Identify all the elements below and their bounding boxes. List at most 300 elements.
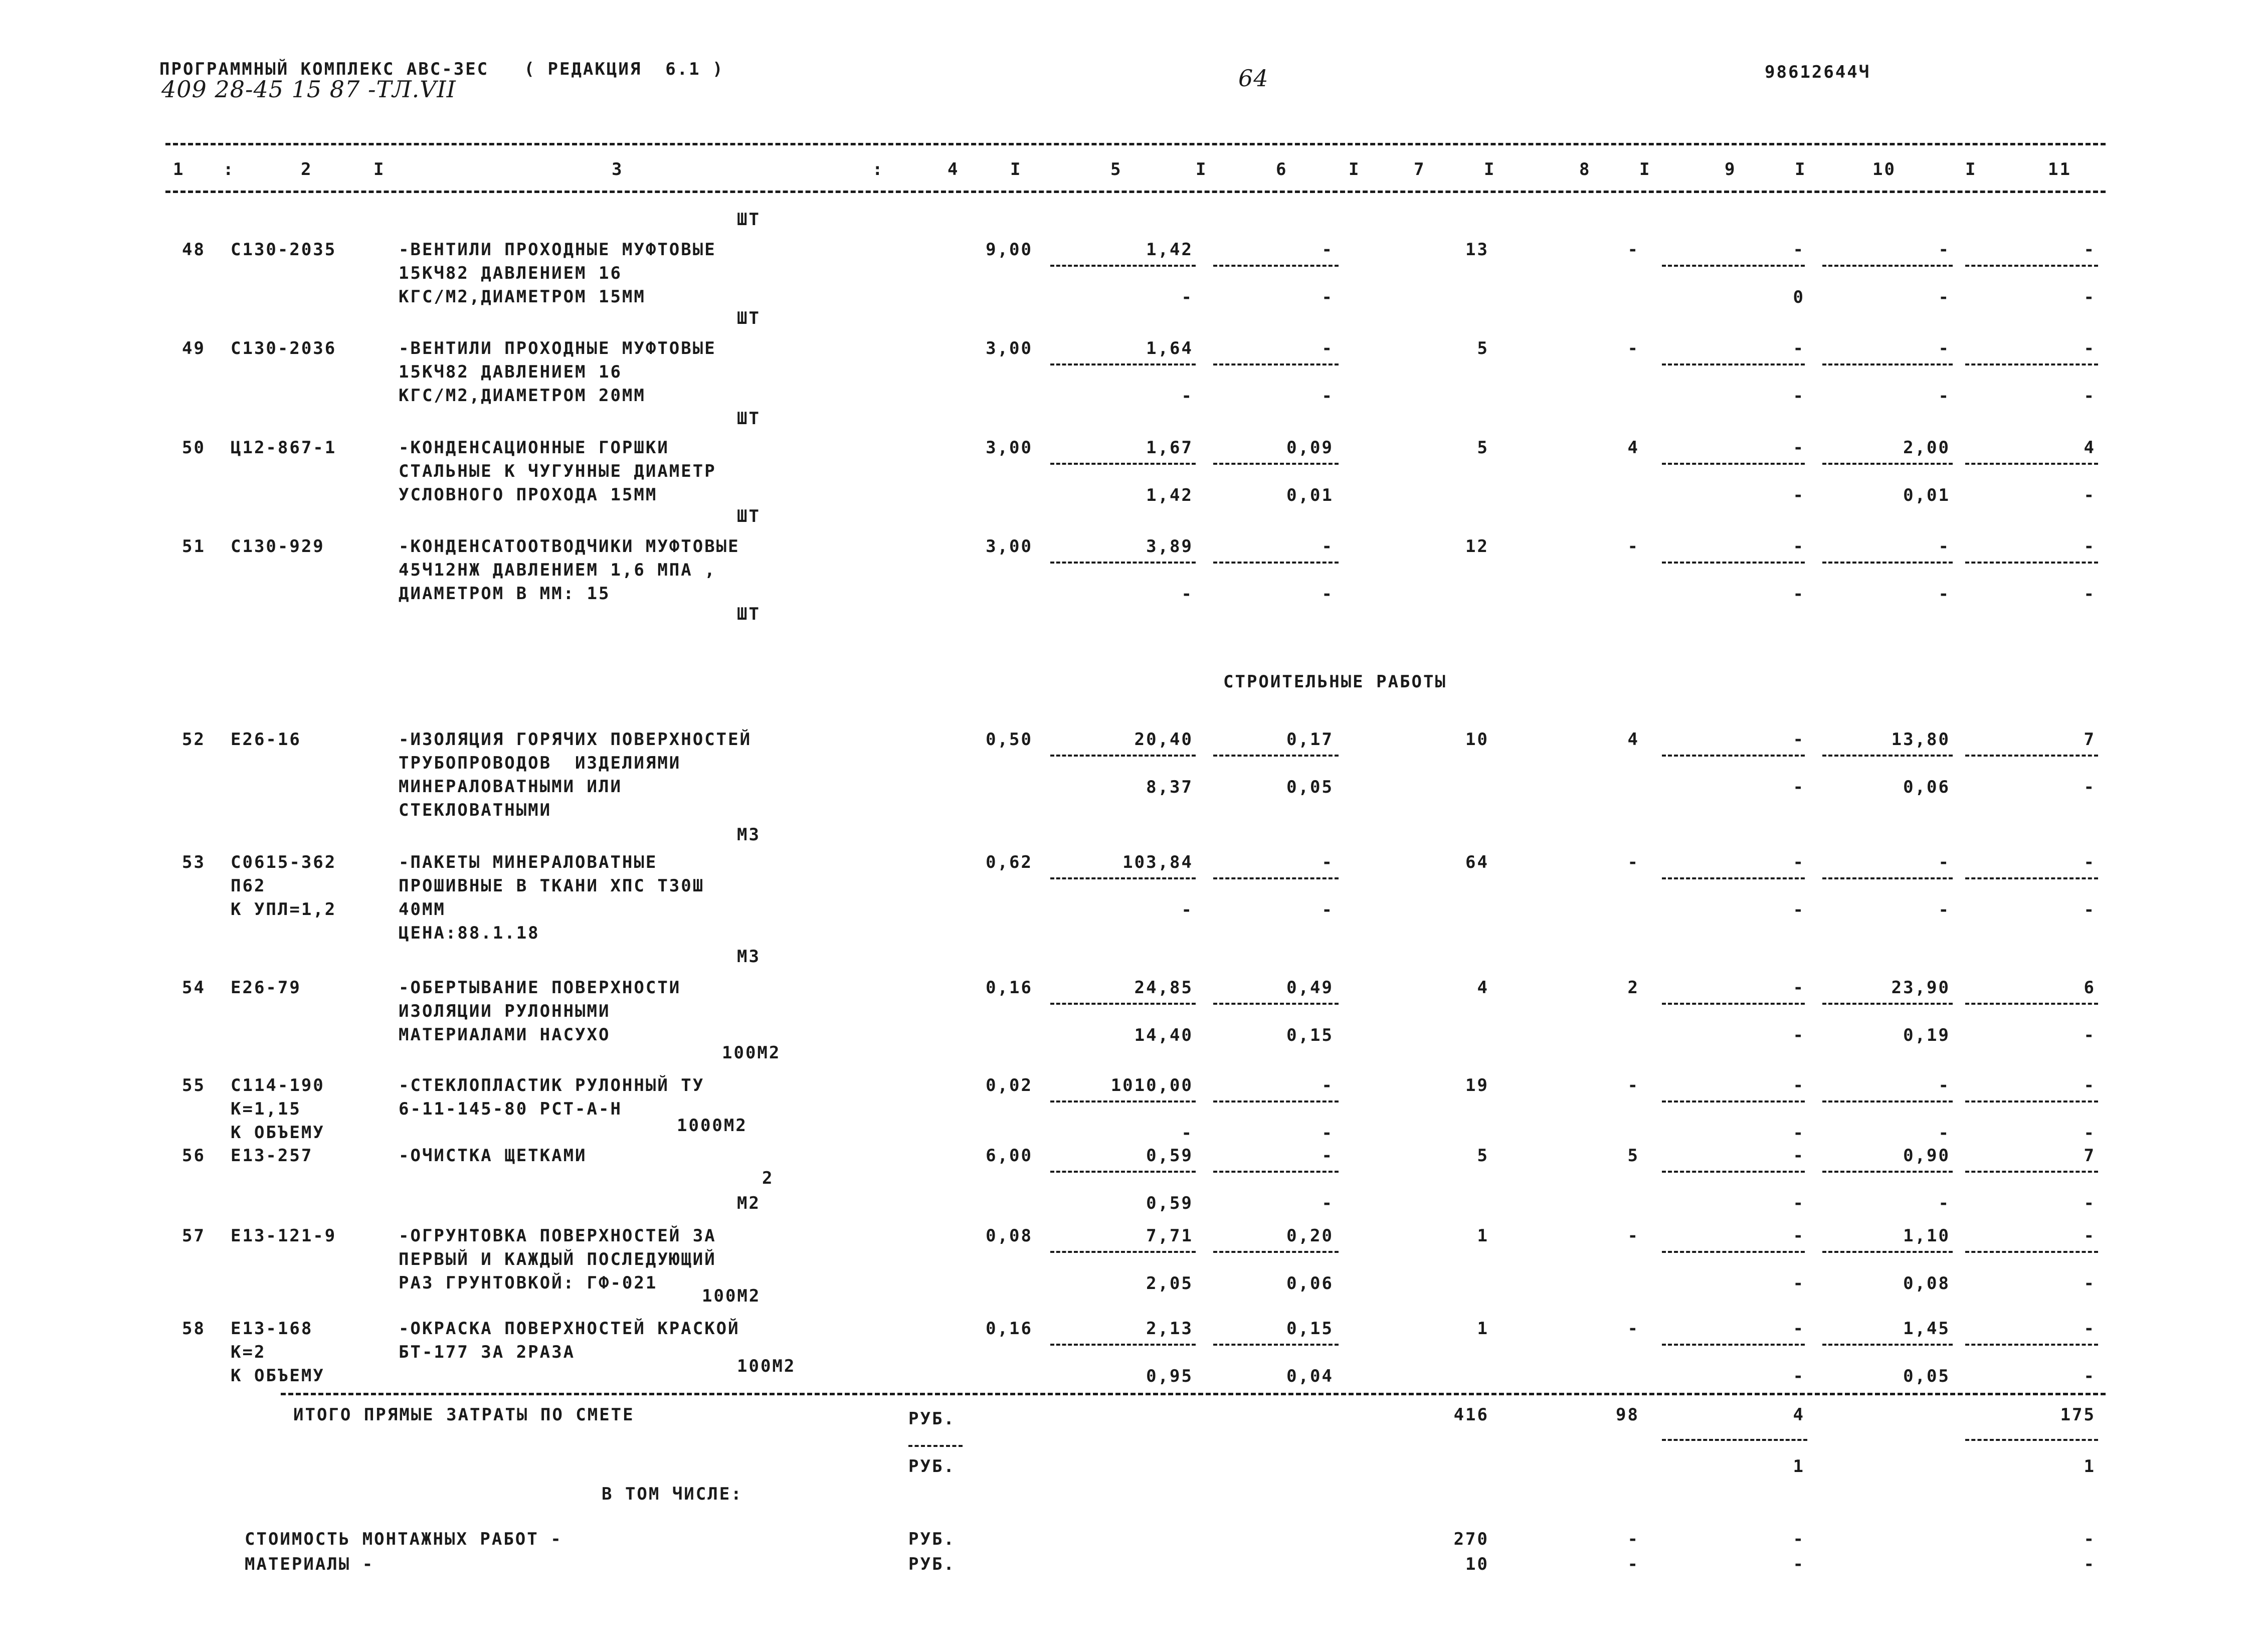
machine-wages: -: [1793, 1123, 1805, 1143]
total-wages: -: [1627, 1075, 1639, 1095]
work-description: ПЕРВЫЙ И КАЖДЫЙ ПОСЛЕДУЮЩИЙ: [399, 1249, 716, 1269]
labor-divider: [1965, 463, 2098, 465]
unit-cost-wages: -: [1181, 900, 1193, 920]
totals-col8: 98: [1616, 1405, 1639, 1425]
labor-machinists-total: -: [2084, 1273, 2096, 1294]
row-number: 56: [182, 1146, 206, 1166]
total-wages: 2: [1627, 978, 1639, 998]
total-cost: 5: [1477, 438, 1489, 458]
unit-cost-total: 1,67: [1146, 438, 1193, 458]
labor-machinists-total: -: [2084, 777, 2096, 797]
labor-divider: [1822, 877, 1953, 879]
labor-divider: [1822, 363, 1953, 365]
breakdown-total: 10: [1465, 1554, 1489, 1574]
column-header-cell: 3: [612, 159, 624, 179]
total-cost: 1: [1477, 1226, 1489, 1246]
breakdown-unit: РУБ.: [908, 1554, 956, 1574]
cost-divider: [1213, 363, 1339, 365]
column-header-cell: I: [1484, 159, 1496, 179]
cost-divider: [1213, 562, 1339, 564]
price-code: К=2: [231, 1342, 266, 1362]
price-code: С114-190: [231, 1075, 325, 1095]
labor-divider: [1965, 265, 2098, 267]
totals-col11-2: 1: [2084, 1456, 2096, 1477]
unit-label: М3: [737, 947, 761, 967]
unit-cost-machine-wages: -: [1322, 584, 1334, 604]
labor-divider: [1822, 1100, 1953, 1103]
cost-divider: [1213, 265, 1339, 267]
labor-per-unit: -: [1938, 338, 1950, 358]
quantity: 3,00: [986, 536, 1033, 557]
labor-machinists-total: -: [2084, 584, 2096, 604]
column-header-cell: I: [1349, 159, 1361, 179]
labor-per-unit: -: [1938, 536, 1950, 557]
price-code: К УПЛ=1,2: [231, 899, 337, 920]
work-description: СТЕКЛОВАТНЫМИ: [399, 800, 552, 820]
unit-cost-total: 3,89: [1146, 536, 1193, 557]
unit-cost-total: 1,64: [1146, 338, 1193, 358]
machine-wages: -: [1793, 584, 1805, 604]
work-description: ИЗОЛЯЦИИ РУЛОННЫМИ: [399, 1001, 611, 1021]
price-code: С130-2035: [231, 240, 337, 260]
work-description: 6-11-145-80 РСТ-А-Н: [399, 1099, 622, 1119]
quantity: 0,02: [986, 1075, 1033, 1095]
total-wages: -: [1627, 240, 1639, 260]
breakdown-unit: РУБ.: [908, 1529, 956, 1549]
section-title: СТРОИТЕЛЬНЫЕ РАБОТЫ: [1223, 672, 1447, 692]
row-number: 49: [182, 338, 206, 358]
labor-total: -: [2084, 852, 2096, 872]
price-code: Е13-121-9: [231, 1226, 337, 1246]
unit-label: ШТ: [737, 210, 761, 230]
row-number: 58: [182, 1319, 206, 1339]
unit-cost-machines: 0,15: [1286, 1319, 1334, 1339]
total-machines: -: [1793, 1146, 1805, 1166]
cost-divider: [1050, 877, 1196, 879]
labor-machinists-total: -: [2084, 287, 2096, 307]
labor-divider: [1822, 1171, 1953, 1173]
column-header-cell: 7: [1414, 159, 1426, 179]
labor-divider: [1822, 1251, 1953, 1253]
unit-cost-machine-wages: 0,01: [1286, 485, 1334, 505]
header-rule-top: [165, 143, 2106, 145]
quantity: 0,50: [986, 729, 1033, 750]
totals-unit-2: РУБ.: [908, 1456, 956, 1477]
labor-divider: [1822, 755, 1953, 757]
column-header-cell: I: [1795, 159, 1807, 179]
labor-divider: [1662, 363, 1805, 365]
breakdown-label: МАТЕРИАЛЫ -: [245, 1554, 374, 1574]
header-rule-bottom: [165, 191, 2106, 193]
labor-machinists-per-unit: 0,05: [1903, 1366, 1950, 1386]
unit-cost-machine-wages: 0,15: [1286, 1025, 1334, 1045]
price-code: С130-929: [231, 536, 325, 557]
document-code: 98612644Ч: [1765, 62, 1871, 82]
total-machines: -: [1793, 1319, 1805, 1339]
total-machines: -: [1793, 438, 1805, 458]
total-wages: 4: [1627, 729, 1639, 750]
machine-wages: -: [1793, 386, 1805, 406]
labor-per-unit: 2,00: [1903, 438, 1950, 458]
work-description: -ОБЕРТЫВАНИЕ ПОВЕРХНОСТИ: [399, 978, 681, 998]
totals-col11-rule: [1965, 1439, 2098, 1441]
labor-total: 7: [2084, 1146, 2096, 1166]
column-header-cell: I: [373, 159, 386, 179]
work-description: -ОЧИСТКА ЩЕТКАМИ: [399, 1146, 587, 1166]
labor-total: 7: [2084, 729, 2096, 750]
labor-per-unit: -: [1938, 852, 1950, 872]
breakdown-machines: -: [1793, 1529, 1805, 1549]
unit-label: 100М2: [722, 1043, 781, 1063]
column-header-cell: 6: [1276, 159, 1288, 179]
price-code: С0615-362: [231, 852, 337, 872]
unit-cost-wages: -: [1181, 386, 1193, 406]
labor-total: -: [2084, 536, 2096, 557]
unit-cost-machine-wages: -: [1322, 287, 1334, 307]
labor-machinists-total: -: [2084, 1123, 2096, 1143]
totals-col11: 175: [2060, 1405, 2096, 1425]
cost-divider: [1050, 1344, 1196, 1346]
total-machines: -: [1793, 240, 1805, 260]
labor-divider: [1662, 1003, 1805, 1005]
total-wages: 4: [1627, 438, 1639, 458]
totals-col9-rule: [1662, 1439, 1807, 1441]
labor-per-unit: 0,90: [1903, 1146, 1950, 1166]
total-wages: -: [1627, 852, 1639, 872]
price-code: Е13-168: [231, 1319, 313, 1339]
column-header-cell: 10: [1872, 159, 1896, 179]
cost-divider: [1213, 463, 1339, 465]
total-cost: 13: [1465, 240, 1489, 260]
unit-cost-machines: -: [1322, 1075, 1334, 1095]
labor-total: -: [2084, 240, 2096, 260]
labor-divider: [1662, 1251, 1805, 1253]
labor-per-unit: 23,90: [1891, 978, 1950, 998]
labor-divider: [1662, 265, 1805, 267]
totals-col7: 416: [1453, 1405, 1489, 1425]
labor-divider: [1965, 562, 2098, 564]
row-number: 57: [182, 1226, 206, 1246]
breakdown-labor: -: [2084, 1529, 2096, 1549]
work-description: -ВЕНТИЛИ ПРОХОДНЫЕ МУФТОВЫЕ: [399, 240, 716, 260]
labor-divider: [1822, 265, 1953, 267]
total-machines: -: [1793, 536, 1805, 557]
labor-divider: [1662, 463, 1805, 465]
program-header: ПРОГРАММНЫЙ КОМПЛЕКС АВС-ЗЕС ( РЕДАКЦИЯ 6.1 ): [159, 59, 724, 79]
labor-machinists-per-unit: -: [1938, 386, 1950, 406]
breakdown-machines: -: [1793, 1554, 1805, 1574]
unit-cost-machine-wages: 0,04: [1286, 1366, 1334, 1386]
unit-cost-total: 1,42: [1146, 240, 1193, 260]
work-description: СТАЛЬНЫЕ К ЧУГУННЫЕ ДИАМЕТР: [399, 461, 716, 481]
unit-label: М2: [737, 1193, 761, 1213]
work-description: МИНЕРАЛОВАТНЫМИ ИЛИ: [399, 777, 622, 797]
labor-machinists-per-unit: 0,19: [1903, 1025, 1950, 1045]
unit-cost-machines: -: [1322, 240, 1334, 260]
machine-wages: -: [1793, 1366, 1805, 1386]
cost-divider: [1213, 1100, 1339, 1103]
labor-per-unit: -: [1938, 240, 1950, 260]
unit-cost-total: 103,84: [1122, 852, 1193, 872]
handwritten-reference: 409 28-45 15 87 -ТЛ.VII: [161, 76, 456, 103]
unit-cost-wages: -: [1181, 1123, 1193, 1143]
cost-divider: [1213, 755, 1339, 757]
column-header-cell: I: [1639, 159, 1651, 179]
unit-cost-machines: -: [1322, 1146, 1334, 1166]
row-number: 51: [182, 536, 206, 557]
total-wages: -: [1627, 1226, 1639, 1246]
work-description: 15КЧ82 ДАВЛЕНИЕМ 16: [399, 263, 622, 283]
quantity: 0,08: [986, 1226, 1033, 1246]
cost-divider: [1050, 463, 1196, 465]
work-description: 45Ч12НЖ ДАВЛЕНИЕМ 1,6 МПА ,: [399, 560, 716, 580]
unit-cost-total: 2,13: [1146, 1319, 1193, 1339]
totals-label: ИТОГО ПРЯМЫЕ ЗАТРАТЫ ПО СМЕТЕ: [293, 1405, 635, 1425]
column-header-cell: 2: [301, 159, 313, 179]
unit-cost-wages: -: [1181, 287, 1193, 307]
unit-cost-machine-wages: -: [1322, 386, 1334, 406]
labor-divider: [1662, 1344, 1805, 1346]
unit-label: ШТ: [737, 604, 761, 624]
row-number: 50: [182, 438, 206, 458]
breakdown-labor: -: [2084, 1554, 2096, 1574]
labor-per-unit: -: [1938, 1075, 1950, 1095]
work-description: -ОКРАСКА ПОВЕРХНОСТЕЙ КРАСКОЙ: [399, 1319, 740, 1339]
unit-cost-wages: -: [1181, 584, 1193, 604]
column-header-cell: 8: [1579, 159, 1591, 179]
labor-machinists-total: -: [2084, 485, 2096, 505]
labor-total: 6: [2084, 978, 2096, 998]
price-code: Е26-79: [231, 978, 301, 998]
column-header-cell: :: [223, 159, 235, 179]
labor-machinists-total: -: [2084, 386, 2096, 406]
cost-divider: [1050, 1251, 1196, 1253]
machine-wages: -: [1793, 1273, 1805, 1294]
quantity: 0,16: [986, 978, 1033, 998]
cost-divider: [1213, 1344, 1339, 1346]
labor-machinists-per-unit: -: [1938, 584, 1950, 604]
column-header-cell: 4: [948, 159, 960, 179]
labor-machinists-per-unit: -: [1938, 1123, 1950, 1143]
labor-machinists-per-unit: 0,08: [1903, 1273, 1950, 1294]
breakdown-total: 270: [1453, 1529, 1489, 1549]
quantity: 9,00: [986, 240, 1033, 260]
unit-cost-total: 1010,00: [1110, 1075, 1193, 1095]
quantity: 6,00: [986, 1146, 1033, 1166]
breakdown-label: СТОИМОСТЬ МОНТАЖНЫХ РАБОТ -: [245, 1529, 562, 1549]
cost-divider: [1213, 1003, 1339, 1005]
breakdown-wages: -: [1627, 1554, 1639, 1574]
price-code: Ц12-867-1: [231, 438, 337, 458]
labor-divider: [1965, 1100, 2098, 1103]
unit-cost-wages: 2,05: [1146, 1273, 1193, 1294]
price-code: Е26-16: [231, 729, 301, 750]
labor-machinists-per-unit: -: [1938, 900, 1950, 920]
cost-divider: [1050, 1003, 1196, 1005]
labor-divider: [1662, 755, 1805, 757]
labor-divider: [1662, 1100, 1805, 1103]
price-code: К=1,15: [231, 1099, 301, 1119]
cost-divider: [1213, 1251, 1339, 1253]
price-code: Е13-257: [231, 1146, 313, 1166]
labor-divider: [1965, 877, 2098, 879]
unit-label: М3: [737, 825, 761, 845]
unit-cost-machine-wages: -: [1322, 1123, 1334, 1143]
price-code: С130-2036: [231, 338, 337, 358]
row-number: 54: [182, 978, 206, 998]
machine-wages: 0: [1793, 287, 1805, 307]
labor-divider: [1822, 562, 1953, 564]
machine-wages: -: [1793, 900, 1805, 920]
price-code: К ОБЪЕМУ: [231, 1123, 325, 1143]
price-code: П62: [231, 876, 266, 896]
unit-cost-wages: 8,37: [1146, 777, 1193, 797]
including-label: В ТОМ ЧИСЛЕ:: [602, 1484, 743, 1504]
unit-cost-total: 24,85: [1134, 978, 1193, 998]
total-cost: 19: [1465, 1075, 1489, 1095]
work-description: -СТЕКЛОПЛАСТИК РУЛОННЫЙ ТУ: [399, 1075, 705, 1095]
row-number: 48: [182, 240, 206, 260]
labor-total: -: [2084, 1226, 2096, 1246]
totals-rule: [281, 1393, 2106, 1395]
work-description: ЦЕНА:88.1.18: [399, 923, 540, 943]
unit-cost-machine-wages: 0,06: [1286, 1273, 1334, 1294]
labor-divider: [1662, 562, 1805, 564]
cost-divider: [1050, 1171, 1196, 1173]
total-cost: 5: [1477, 338, 1489, 358]
labor-machinists-per-unit: -: [1938, 287, 1950, 307]
cost-divider: [1213, 1171, 1339, 1173]
column-header-cell: 9: [1725, 159, 1737, 179]
labor-divider: [1662, 1171, 1805, 1173]
unit-cost-machines: 0,49: [1286, 978, 1334, 998]
unit-cost-machines: 0,17: [1286, 729, 1334, 750]
column-header-cell: I: [1965, 159, 1977, 179]
unit-cost-machine-wages: -: [1322, 900, 1334, 920]
unit-cost-machines: -: [1322, 338, 1334, 358]
unit-label: ШТ: [737, 308, 761, 328]
total-cost: 1: [1477, 1319, 1489, 1339]
work-description: 40ММ: [399, 899, 446, 920]
unit-cost-total: 20,40: [1134, 729, 1193, 750]
quantity: 0,62: [986, 852, 1033, 872]
column-header-cell: 1: [173, 159, 185, 179]
work-description: -ОГРУНТОВКА ПОВЕРХНОСТЕЙ ЗА: [399, 1226, 716, 1246]
row-number: 55: [182, 1075, 206, 1095]
unit-label: ШТ: [737, 409, 761, 429]
labor-total: -: [2084, 338, 2096, 358]
machine-wages: -: [1793, 1025, 1805, 1045]
totals-unit: РУБ.: [908, 1409, 956, 1429]
unit-cost-machines: -: [1322, 852, 1334, 872]
labor-total: -: [2084, 1319, 2096, 1339]
labor-machinists-total: -: [2084, 1025, 2096, 1045]
unit-cost-machine-wages: 0,05: [1286, 777, 1334, 797]
work-description: МАТЕРИАЛАМИ НАСУХО: [399, 1025, 611, 1045]
work-description: ДИАМЕТРОМ В ММ: 15: [399, 584, 611, 604]
total-cost: 10: [1465, 729, 1489, 750]
labor-divider: [1822, 1003, 1953, 1005]
page-number: 64: [1238, 65, 1269, 92]
quantity: 3,00: [986, 338, 1033, 358]
unit-cost-wages: 1,42: [1146, 485, 1193, 505]
work-description: -КОНДЕНСАТООТВОДЧИКИ МУФТОВЫЕ: [399, 536, 740, 557]
cost-divider: [1050, 562, 1196, 564]
quantity: 0,16: [986, 1319, 1033, 1339]
work-description: КГС/М2,ДИАМЕТРОМ 20ММ: [399, 386, 646, 406]
unit-label: 100М2: [702, 1286, 761, 1306]
work-description: ТРУБОПРОВОДОВ ИЗДЕЛИЯМИ: [399, 753, 681, 773]
unit-label: 1000М2: [677, 1116, 747, 1136]
total-wages: -: [1627, 536, 1639, 557]
price-code: К ОБЪЕМУ: [231, 1366, 325, 1386]
unit-cost-machines: -: [1322, 536, 1334, 557]
work-description: ПРОШИВНЫЕ В ТКАНИ ХПС Т30Ш: [399, 876, 705, 896]
total-wages: -: [1627, 338, 1639, 358]
work-description: -ПАКЕТЫ МИНЕРАЛОВАТНЫЕ: [399, 852, 658, 872]
unit-cost-machines: 0,20: [1286, 1226, 1334, 1246]
work-description: -ИЗОЛЯЦИЯ ГОРЯЧИХ ПОВЕРХНОСТЕЙ: [399, 729, 752, 750]
column-header-cell: 11: [2048, 159, 2071, 179]
total-wages: 5: [1627, 1146, 1639, 1166]
work-description: -ВЕНТИЛИ ПРОХОДНЫЕ МУФТОВЫЕ: [399, 338, 716, 358]
cost-divider: [1050, 755, 1196, 757]
totals-col9: 4: [1793, 1405, 1805, 1425]
work-description: 15КЧ82 ДАВЛЕНИЕМ 16: [399, 362, 622, 382]
total-machines: -: [1793, 338, 1805, 358]
column-header-cell: 5: [1110, 159, 1122, 179]
labor-divider: [1965, 755, 2098, 757]
totals-col9-2: 1: [1793, 1456, 1805, 1477]
unit-cost-total: 0,59: [1146, 1146, 1193, 1166]
total-machines: -: [1793, 729, 1805, 750]
unit-cost-machines: 0,09: [1286, 438, 1334, 458]
unit-cost-total: 7,71: [1146, 1226, 1193, 1246]
work-description: РАЗ ГРУНТОВКОЙ: ГФ-021: [399, 1273, 658, 1293]
unit-label: ШТ: [737, 506, 761, 526]
work-description: УСЛОВНОГО ПРОХОДА 15ММ: [399, 485, 658, 505]
labor-divider: [1965, 1344, 2098, 1346]
total-cost: 5: [1477, 1146, 1489, 1166]
total-machines: -: [1793, 978, 1805, 998]
labor-total: -: [2084, 1075, 2096, 1095]
total-machines: -: [1793, 1226, 1805, 1246]
row-number: 53: [182, 852, 206, 872]
unit-cost-wages: 14,40: [1134, 1025, 1193, 1045]
labor-per-unit: 1,10: [1903, 1226, 1950, 1246]
work-description: КГС/М2,ДИАМЕТРОМ 15ММ: [399, 287, 646, 307]
labor-divider: [1822, 1344, 1953, 1346]
totals-unit-rule: [908, 1445, 963, 1447]
machine-wages: -: [1793, 485, 1805, 505]
labor-machinists-total: -: [2084, 900, 2096, 920]
labor-total: 4: [2084, 438, 2096, 458]
unit-cost-wages: 0,59: [1146, 1193, 1193, 1213]
labor-divider: [1965, 363, 2098, 365]
cost-divider: [1050, 1100, 1196, 1103]
row-number: 52: [182, 729, 206, 750]
total-machines: -: [1793, 852, 1805, 872]
labor-divider: [1965, 1251, 2098, 1253]
unit-label: 100М2: [737, 1356, 796, 1376]
labor-divider: [1965, 1003, 2098, 1005]
labor-machinists-total: -: [2084, 1366, 2096, 1386]
labor-divider: [1965, 1171, 2098, 1173]
labor-machinists-total: -: [2084, 1193, 2096, 1213]
breakdown-wages: -: [1627, 1529, 1639, 1549]
machine-wages: -: [1793, 1193, 1805, 1213]
total-machines: -: [1793, 1075, 1805, 1095]
